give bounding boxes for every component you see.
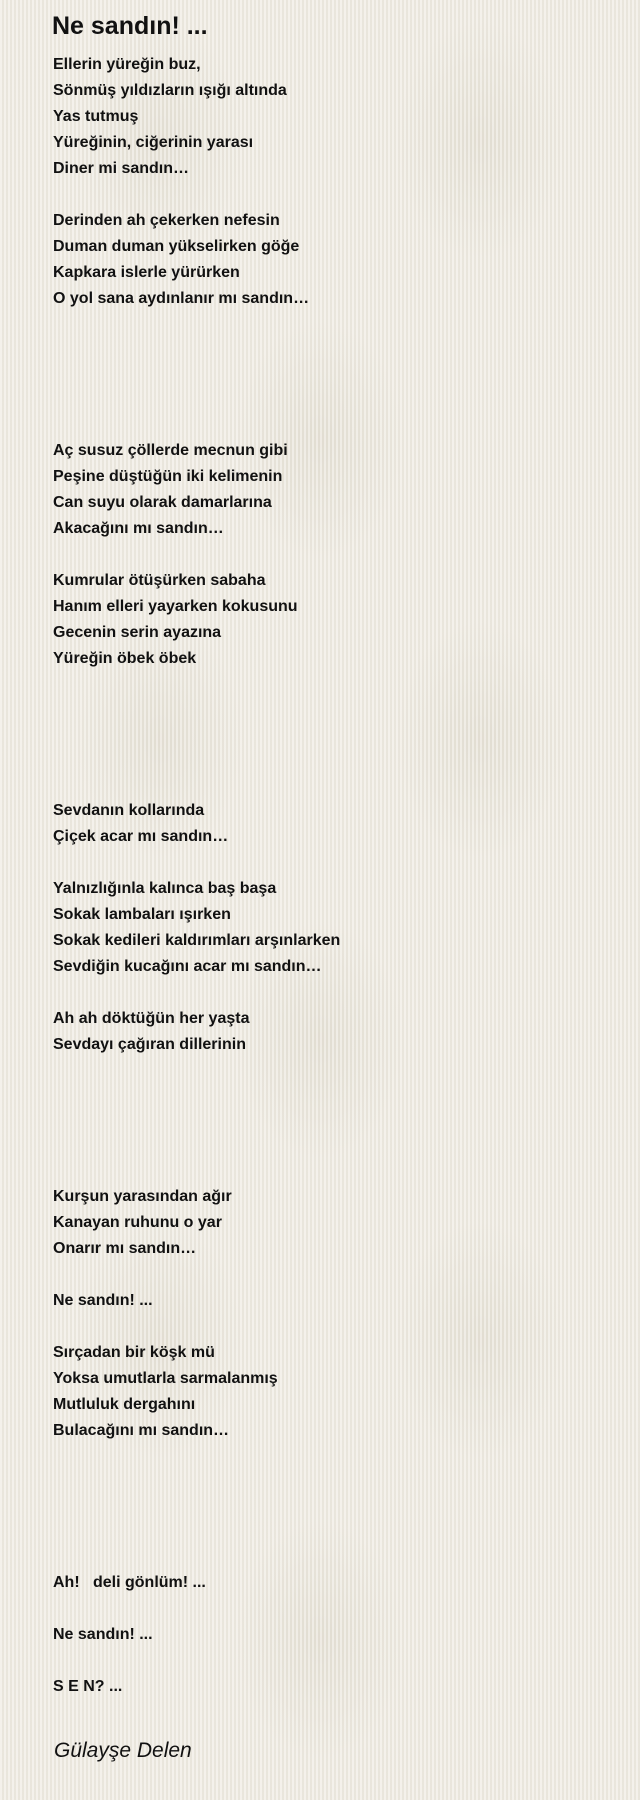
stanza <box>53 1622 613 1648</box>
stanza <box>53 52 613 182</box>
poem-line: Can suyu olarak damarlarına <box>53 494 272 511</box>
stanza <box>53 1184 613 1262</box>
poem-body <box>53 52 613 1700</box>
stanza <box>53 208 613 312</box>
section-spacer <box>53 672 613 798</box>
poem-line: Ah! deli gönlüm! ... <box>53 1574 206 1591</box>
poem-line: Sokak kedileri kaldırımları arşınlarken <box>53 932 341 949</box>
poem-line: Yüreğin öbek öbek <box>53 650 197 667</box>
poem-line: Yüreğinin, ciğerinin yarası <box>53 134 254 151</box>
poem-line: Kumrular ötüşürken sabaha <box>53 572 266 589</box>
stanza <box>53 798 613 850</box>
stanza <box>53 1674 613 1700</box>
poem-line: O yol sana aydınlanır mı sandın… <box>53 290 310 307</box>
section-spacer <box>53 1444 613 1570</box>
poem-title: Ne sandın! ... <box>52 12 208 40</box>
poem-author: Gülayşe Delen <box>54 1739 192 1762</box>
poem-line: Derinden ah çekerken nefesin <box>53 212 280 229</box>
stanza-spacer <box>53 1648 613 1674</box>
poem-line: Sırçadan bir köşk mü <box>53 1344 215 1361</box>
poem-line: Bulacağını mı sandın… <box>53 1422 230 1439</box>
poem-line: Aç susuz çöllerde mecnun gibi <box>53 442 288 459</box>
poem-line: Sevdiğin kucağını acar mı sandın… <box>53 958 322 975</box>
poem-line: Ellerin yüreğin buz, <box>53 56 201 73</box>
stanza <box>53 1340 613 1444</box>
poem-line: Onarır mı sandın… <box>53 1240 197 1257</box>
poem-line: Sevdanın kollarında <box>53 802 205 819</box>
stanza-spacer <box>53 1596 613 1622</box>
stanza-spacer <box>53 182 613 208</box>
poem-line: Ne sandın! ... <box>53 1292 153 1309</box>
poem-line: Peşine düştüğün iki kelimenin <box>53 468 283 485</box>
stanza-spacer <box>53 980 613 1006</box>
poem-line: Ah ah döktüğün her yaşta <box>53 1010 250 1027</box>
stanza <box>53 1006 613 1058</box>
poem-line: S E N? ... <box>53 1678 123 1695</box>
poem-line: Kapkara islerle yürürken <box>53 264 240 281</box>
stanza-spacer <box>53 542 613 568</box>
stanza <box>53 568 613 672</box>
stanza <box>53 1570 613 1596</box>
poem-line: Kanayan ruhunu o yar <box>53 1214 222 1231</box>
poem-line: Sokak lambaları ışırken <box>53 906 231 923</box>
stanza <box>53 1288 613 1314</box>
stanza-spacer <box>53 1314 613 1340</box>
poem-line: Sönmüş yıldızların ışığı altında <box>53 82 287 99</box>
stanza <box>53 438 613 542</box>
poem-line: Hanım elleri yayarken kokusunu <box>53 598 298 615</box>
section-spacer <box>53 1058 613 1184</box>
poem-line: Akacağını mı sandın… <box>53 520 224 537</box>
poem-line: Yoksa umutlarla sarmalanmış <box>53 1370 278 1387</box>
poem-line: Diner mi sandın… <box>53 160 190 177</box>
poem-line: Ne sandın! ... <box>53 1626 153 1643</box>
poem-line: Sevdayı çağıran dillerinin <box>53 1036 246 1053</box>
poem-line: Kurşun yarasından ağır <box>53 1188 232 1205</box>
poem-line: Mutluluk dergahını <box>53 1396 196 1413</box>
poem-line: Yalnızlığınla kalınca baş başa <box>53 880 277 897</box>
stanza <box>53 876 613 980</box>
section-spacer <box>53 312 613 438</box>
stanza-spacer <box>53 850 613 876</box>
poem-line: Yas tutmuş <box>53 108 139 125</box>
poem-line: Çiçek acar mı sandın… <box>53 828 229 845</box>
poem-line: Duman duman yükselirken göğe <box>53 238 300 255</box>
stanza-spacer <box>53 1262 613 1288</box>
poem-line: Gecenin serin ayazına <box>53 624 222 641</box>
